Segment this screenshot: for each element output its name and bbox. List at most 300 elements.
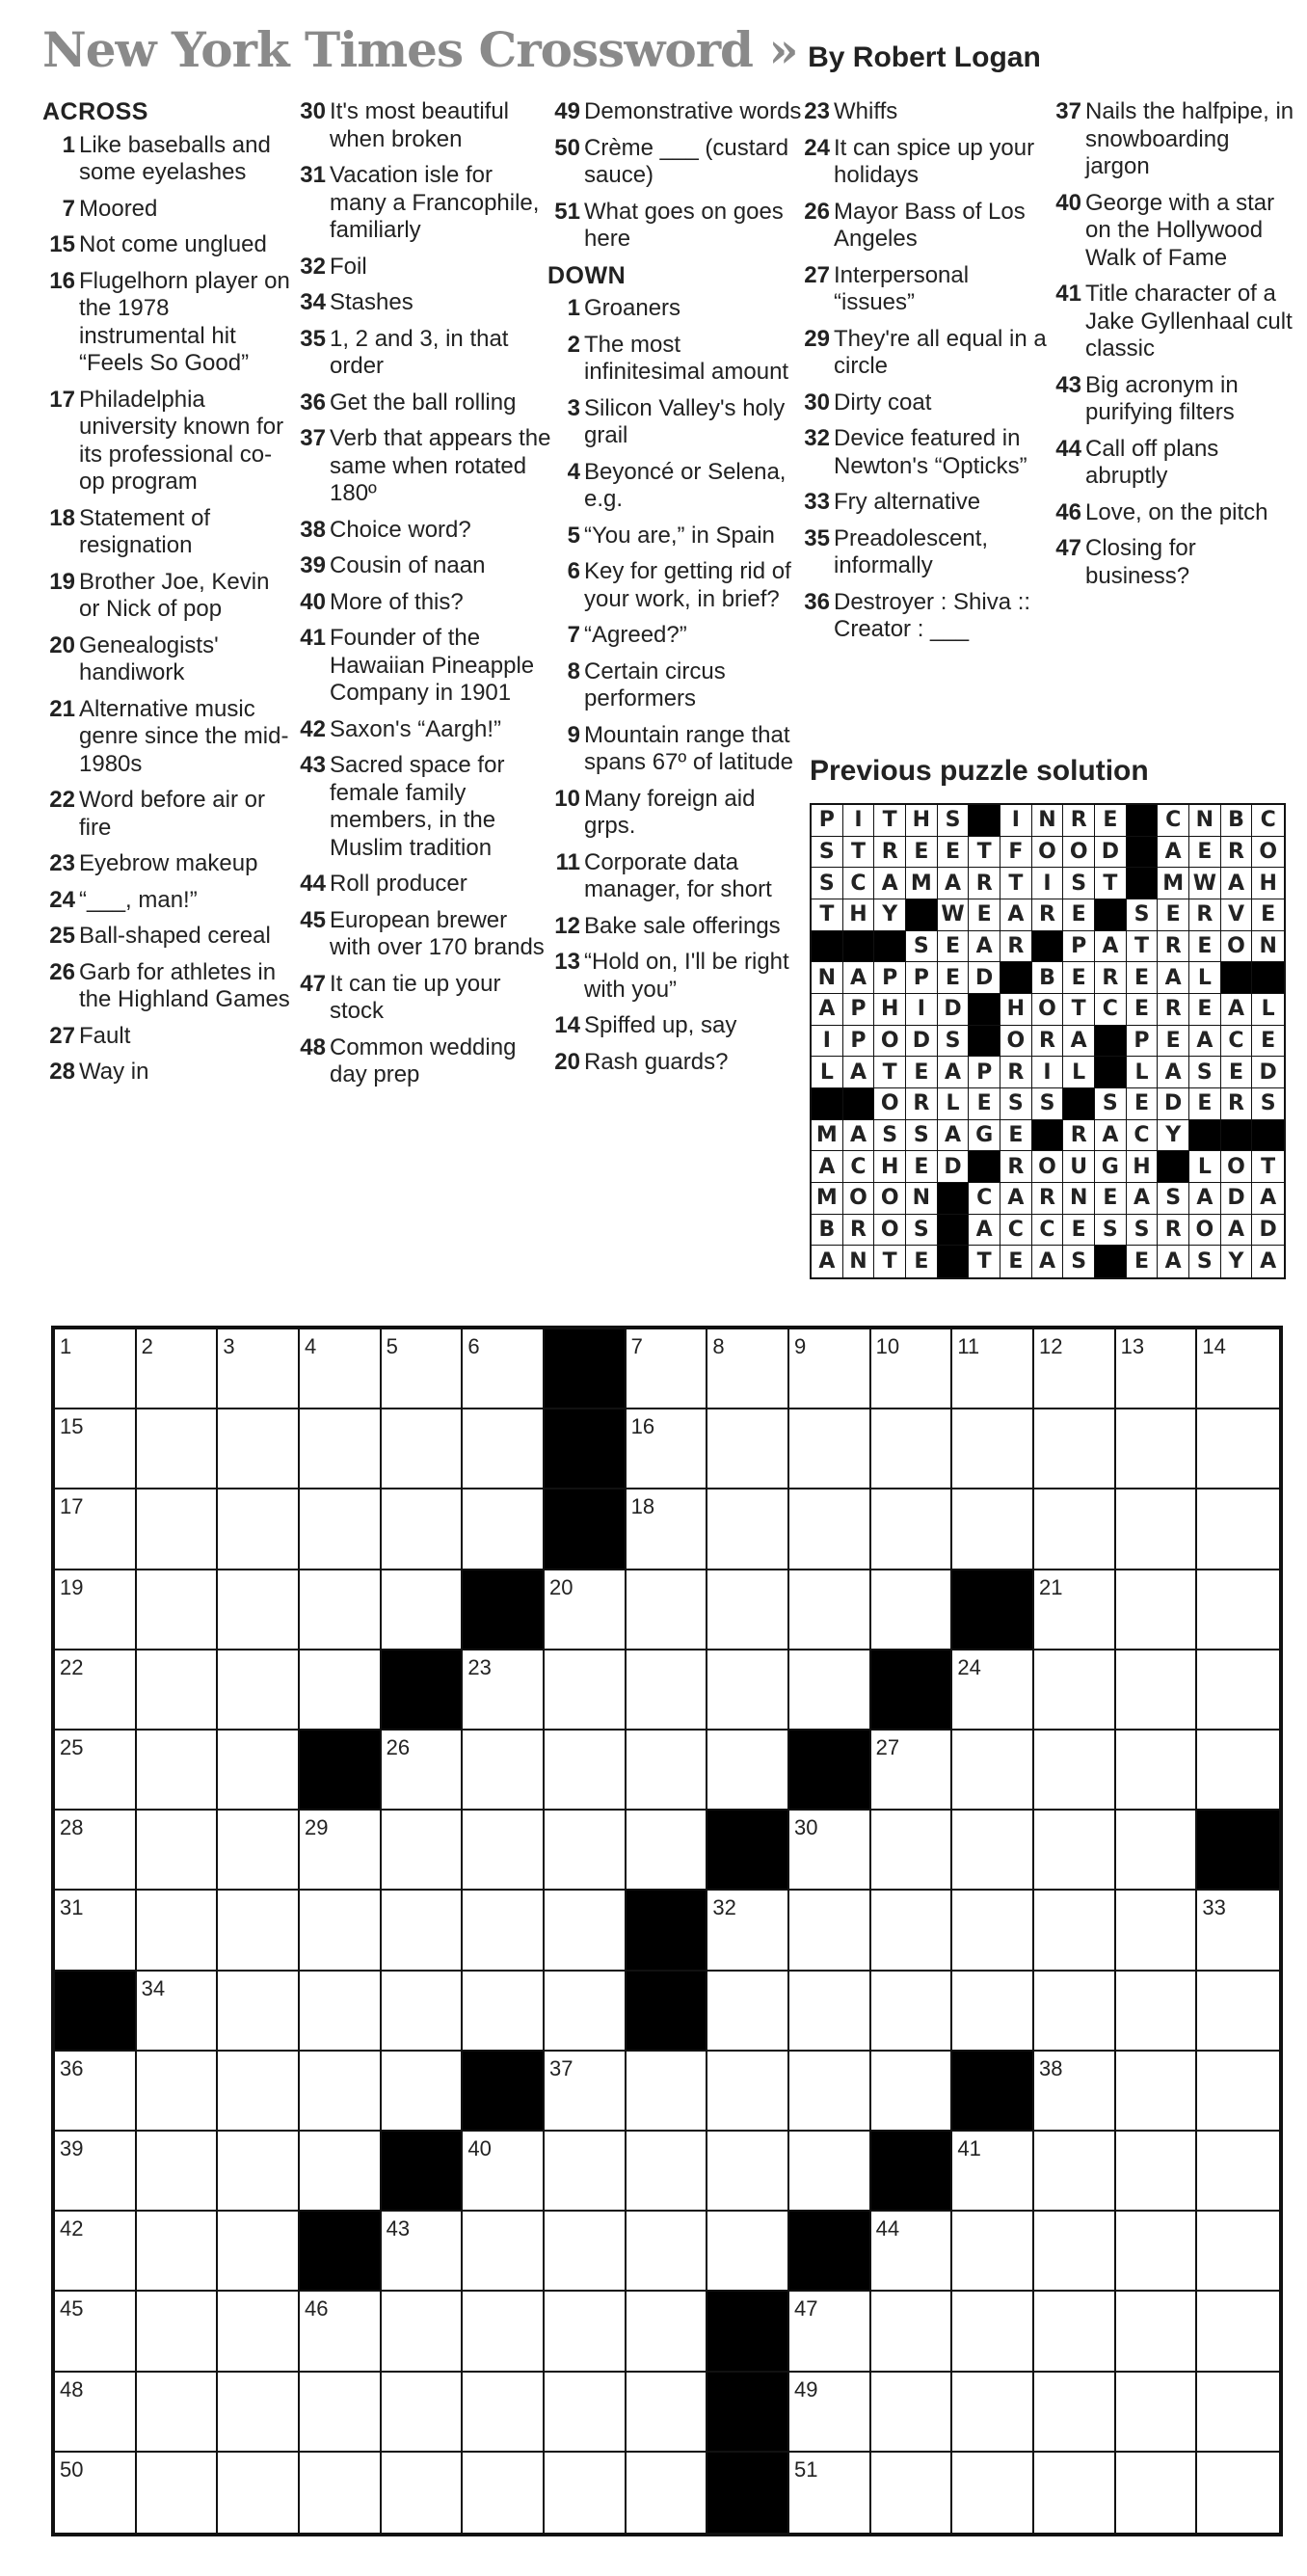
grid-cell[interactable] xyxy=(463,2373,545,2453)
grid-cell[interactable] xyxy=(55,2052,137,2132)
clue-text: Mayor Bass of Los Angeles xyxy=(834,198,1026,252)
grid-cell[interactable] xyxy=(300,1811,382,1891)
grid-cell[interactable] xyxy=(137,1650,219,1731)
solution-cell: A xyxy=(843,1120,875,1152)
grid-cell[interactable] xyxy=(871,1891,953,1971)
grid-cell[interactable] xyxy=(382,1731,464,1811)
clue-number: 11 xyxy=(555,848,580,875)
grid-cell[interactable] xyxy=(218,2453,300,2533)
clue-item[interactable] xyxy=(42,1059,293,1087)
clue-item[interactable] xyxy=(547,722,806,777)
grid-cell[interactable] xyxy=(137,2052,219,2132)
grid-cell[interactable] xyxy=(55,2132,137,2212)
grid-cell[interactable] xyxy=(463,2132,545,2212)
grid-cell[interactable] xyxy=(627,1570,708,1650)
grid-cell[interactable] xyxy=(137,1570,219,1650)
grid-cell[interactable] xyxy=(463,2453,545,2533)
grid-cell[interactable] xyxy=(871,1489,953,1570)
grid-cell[interactable] xyxy=(871,2453,953,2533)
grid-cell[interactable] xyxy=(463,1329,545,1409)
grid-cell[interactable] xyxy=(952,1329,1034,1409)
clue-item[interactable] xyxy=(42,959,293,1014)
clue-item[interactable] xyxy=(547,786,806,841)
clue-item[interactable] xyxy=(1049,190,1299,273)
clue-item[interactable] xyxy=(547,459,806,514)
clue-item[interactable] xyxy=(547,135,806,190)
grid-cell[interactable] xyxy=(1034,1570,1116,1650)
clue-item[interactable] xyxy=(293,907,551,962)
clue-item[interactable] xyxy=(797,425,1048,480)
grid-cell[interactable] xyxy=(1197,1731,1279,1811)
grid-cell[interactable] xyxy=(137,1731,219,1811)
black-square xyxy=(789,1731,871,1811)
clue-text: What goes on goes here xyxy=(584,198,784,252)
black-square xyxy=(382,1650,464,1731)
grid-cell[interactable] xyxy=(871,1409,953,1489)
grid-cell[interactable] xyxy=(1116,1489,1198,1570)
grid-cell[interactable] xyxy=(1197,2453,1279,2533)
grid-cell[interactable] xyxy=(218,1489,300,1570)
clue-item[interactable] xyxy=(547,658,806,713)
clue-item[interactable] xyxy=(293,625,551,708)
grid-cell[interactable] xyxy=(545,1570,627,1650)
grid-cell[interactable] xyxy=(545,2052,627,2132)
grid-cell[interactable] xyxy=(463,2292,545,2372)
grid-cell[interactable] xyxy=(1116,1811,1198,1891)
grid-cell[interactable] xyxy=(1197,1329,1279,1409)
grid-cell[interactable] xyxy=(218,2373,300,2453)
grid-cell[interactable] xyxy=(707,2132,789,2212)
clue-item[interactable] xyxy=(547,1049,806,1077)
clue-item[interactable] xyxy=(1049,98,1299,181)
grid-cell[interactable] xyxy=(871,1811,953,1891)
grid-cell[interactable] xyxy=(218,1329,300,1409)
grid-cell[interactable] xyxy=(137,1891,219,1971)
grid-cell[interactable] xyxy=(1197,1650,1279,1731)
grid-cell[interactable] xyxy=(707,1329,789,1409)
grid-cell[interactable] xyxy=(627,2132,708,2212)
grid-cell[interactable] xyxy=(545,2292,627,2372)
grid-cell[interactable] xyxy=(1197,1570,1279,1650)
grid-cell[interactable] xyxy=(545,1731,627,1811)
clue-item[interactable] xyxy=(1049,436,1299,491)
grid-cell[interactable] xyxy=(300,2373,382,2453)
grid-cell[interactable] xyxy=(545,1650,627,1731)
grid-cell[interactable] xyxy=(545,2212,627,2292)
grid-cell[interactable] xyxy=(1034,1811,1116,1891)
grid-cell[interactable] xyxy=(55,1409,137,1489)
clue-number: 37 xyxy=(300,425,326,451)
grid-cell[interactable] xyxy=(1116,2373,1198,2453)
grid-cell[interactable] xyxy=(952,2453,1034,2533)
clue-item[interactable] xyxy=(797,489,1048,517)
grid-cell[interactable] xyxy=(218,1811,300,1891)
grid-cell[interactable] xyxy=(789,1891,871,1971)
clue-item[interactable] xyxy=(1049,372,1299,427)
grid-cell[interactable] xyxy=(1034,1972,1116,2052)
grid-cell[interactable] xyxy=(952,1891,1034,1971)
grid-cell[interactable] xyxy=(382,1811,464,1891)
grid-cell[interactable] xyxy=(137,2292,219,2372)
grid-cell[interactable] xyxy=(1116,2292,1198,2372)
cell-number: 28 xyxy=(60,1815,84,1840)
solution-cell: T xyxy=(1000,868,1032,899)
grid-cell[interactable] xyxy=(1034,2132,1116,2212)
grid-cell[interactable] xyxy=(218,1650,300,1731)
grid-cell[interactable] xyxy=(1034,2453,1116,2533)
clue-item[interactable] xyxy=(797,389,1048,417)
grid-cell[interactable] xyxy=(382,1489,464,1570)
clue-item[interactable] xyxy=(797,525,1048,580)
grid-cell[interactable] xyxy=(1034,1891,1116,1971)
grid-cell[interactable] xyxy=(789,1570,871,1650)
grid-cell[interactable] xyxy=(137,2132,219,2212)
grid-cell[interactable] xyxy=(1197,2373,1279,2453)
clue-item[interactable] xyxy=(797,98,1048,126)
clue-item[interactable] xyxy=(547,98,806,126)
clue-column-5 xyxy=(1049,98,1299,599)
clue-number: 26 xyxy=(804,198,830,225)
clue-item[interactable] xyxy=(547,395,806,450)
black-square xyxy=(545,1329,627,1409)
clue-item[interactable] xyxy=(1049,281,1299,363)
grid-cell[interactable] xyxy=(55,1650,137,1731)
grid-cell[interactable] xyxy=(1116,1409,1198,1489)
grid-cell[interactable] xyxy=(952,2132,1034,2212)
grid-cell[interactable] xyxy=(627,1409,708,1489)
grid-cell[interactable] xyxy=(707,1489,789,1570)
grid-cell[interactable] xyxy=(300,1650,382,1731)
clue-item[interactable] xyxy=(547,199,806,254)
grid-cell[interactable] xyxy=(707,1570,789,1650)
clue-item[interactable] xyxy=(293,752,551,862)
grid-cell[interactable] xyxy=(789,1811,871,1891)
clue-item[interactable] xyxy=(293,517,551,545)
grid-cell[interactable] xyxy=(1197,1972,1279,2052)
grid-cell[interactable] xyxy=(382,2052,464,2132)
grid-cell[interactable] xyxy=(1116,2212,1198,2292)
grid-cell[interactable] xyxy=(1034,1329,1116,1409)
grid-cell[interactable] xyxy=(382,2292,464,2372)
grid-cell[interactable] xyxy=(137,1329,219,1409)
clue-item[interactable] xyxy=(797,199,1048,254)
grid-cell[interactable] xyxy=(871,1972,953,2052)
grid-cell[interactable] xyxy=(1197,2052,1279,2132)
clue-item[interactable] xyxy=(547,332,806,387)
grid-cell[interactable] xyxy=(55,2212,137,2292)
clue-item[interactable] xyxy=(42,787,293,842)
grid-cell[interactable] xyxy=(952,1409,1034,1489)
grid-cell[interactable] xyxy=(1116,2052,1198,2132)
grid-cell[interactable] xyxy=(707,1972,789,2052)
grid-cell[interactable] xyxy=(952,2373,1034,2453)
grid-cell[interactable] xyxy=(627,1489,708,1570)
grid-cell[interactable] xyxy=(137,1409,219,1489)
grid-cell[interactable] xyxy=(55,1489,137,1570)
grid-cell[interactable] xyxy=(789,2052,871,2132)
grid-cell[interactable] xyxy=(55,2292,137,2372)
grid-cell[interactable] xyxy=(1116,2132,1198,2212)
clue-item[interactable] xyxy=(293,1034,551,1089)
clue-item[interactable] xyxy=(42,569,293,624)
grid-cell[interactable] xyxy=(627,2052,708,2132)
grid-cell[interactable] xyxy=(545,2132,627,2212)
grid-cell[interactable] xyxy=(627,2212,708,2292)
grid-cell[interactable] xyxy=(300,1409,382,1489)
clue-item[interactable] xyxy=(547,523,806,550)
cell-number: 31 xyxy=(60,1895,84,1920)
grid-cell[interactable] xyxy=(871,2292,953,2372)
clue-item[interactable] xyxy=(293,871,551,899)
clue-item[interactable] xyxy=(42,132,293,187)
clue-item[interactable] xyxy=(293,162,551,245)
grid-cell[interactable] xyxy=(789,1489,871,1570)
grid-cell[interactable] xyxy=(545,2453,627,2533)
clue-item[interactable] xyxy=(1049,499,1299,527)
grid-cell[interactable] xyxy=(952,1731,1034,1811)
grid-cell[interactable] xyxy=(382,1409,464,1489)
grid-cell[interactable] xyxy=(382,2453,464,2533)
grid-cell[interactable] xyxy=(300,1891,382,1971)
grid-cell[interactable] xyxy=(300,1329,382,1409)
grid-cell[interactable] xyxy=(1116,1891,1198,1971)
clue-item[interactable] xyxy=(42,1023,293,1051)
grid-cell[interactable] xyxy=(55,2373,137,2453)
clue-item[interactable] xyxy=(293,326,551,381)
grid-cell[interactable] xyxy=(300,2052,382,2132)
grid-cell[interactable] xyxy=(1034,2373,1116,2453)
puzzle-title[interactable]: New York Times Crossword » xyxy=(42,21,798,78)
solution-cell: L xyxy=(1127,1057,1159,1088)
grid-cell[interactable] xyxy=(789,1409,871,1489)
grid-cell[interactable] xyxy=(1197,1489,1279,1570)
grid-cell[interactable] xyxy=(137,1972,219,2052)
grid-cell[interactable] xyxy=(463,1731,545,1811)
clue-item[interactable] xyxy=(42,268,293,378)
grid-cell[interactable] xyxy=(1034,1650,1116,1731)
clue-item[interactable] xyxy=(547,949,806,1004)
grid-cell[interactable] xyxy=(789,1329,871,1409)
clue-item[interactable] xyxy=(293,389,551,417)
clue-item[interactable] xyxy=(547,849,806,904)
grid-cell[interactable] xyxy=(627,2292,708,2372)
grid-cell[interactable] xyxy=(707,1731,789,1811)
clue-item[interactable] xyxy=(293,289,551,317)
clue-number: 35 xyxy=(804,524,830,551)
solution-cell: S xyxy=(1032,1088,1064,1120)
solution-cell: T xyxy=(874,1057,906,1088)
grid-cell[interactable] xyxy=(55,2453,137,2533)
grid-cell[interactable] xyxy=(1116,1329,1198,1409)
grid-cell[interactable] xyxy=(300,2132,382,2212)
grid-cell[interactable] xyxy=(627,1731,708,1811)
solution-cell: M xyxy=(812,1183,843,1215)
grid-cell[interactable] xyxy=(463,1489,545,1570)
clue-item[interactable] xyxy=(797,326,1048,381)
grid-cell[interactable] xyxy=(1116,2453,1198,2533)
grid-cell[interactable] xyxy=(463,1650,545,1731)
grid-cell[interactable] xyxy=(300,2292,382,2372)
grid-cell[interactable] xyxy=(218,2292,300,2372)
clue-text: Like baseballs and some eyelashes xyxy=(79,131,271,185)
grid-cell[interactable] xyxy=(871,1329,953,1409)
grid-cell[interactable] xyxy=(1116,1731,1198,1811)
grid-cell[interactable] xyxy=(55,1570,137,1650)
grid-cell[interactable] xyxy=(707,1409,789,1489)
grid-cell[interactable] xyxy=(789,2373,871,2453)
grid-cell[interactable] xyxy=(789,2132,871,2212)
grid-cell[interactable] xyxy=(871,2052,953,2132)
grid-cell[interactable] xyxy=(218,2132,300,2212)
clue-number: 10 xyxy=(554,785,580,812)
grid-cell[interactable] xyxy=(627,1650,708,1731)
grid-cell[interactable] xyxy=(952,1489,1034,1570)
grid-cell[interactable] xyxy=(707,1650,789,1731)
clue-item[interactable] xyxy=(293,716,551,744)
grid-cell[interactable] xyxy=(1034,1489,1116,1570)
solution-cell: A xyxy=(1158,837,1189,869)
clue-item[interactable] xyxy=(42,696,293,779)
clue-item[interactable] xyxy=(42,387,293,496)
grid-cell[interactable] xyxy=(1116,1972,1198,2052)
grid-cell[interactable] xyxy=(463,1409,545,1489)
grid-cell[interactable] xyxy=(300,2453,382,2533)
clue-item[interactable] xyxy=(293,254,551,282)
clue-item[interactable] xyxy=(547,913,806,941)
grid-cell[interactable] xyxy=(300,1570,382,1650)
grid-cell[interactable] xyxy=(952,1811,1034,1891)
clue-item[interactable] xyxy=(42,923,293,951)
clue-item[interactable] xyxy=(797,262,1048,317)
grid-cell[interactable] xyxy=(55,1891,137,1971)
grid-cell[interactable] xyxy=(627,2453,708,2533)
clue-item[interactable] xyxy=(293,425,551,508)
grid-cell[interactable] xyxy=(382,1891,464,1971)
grid-cell[interactable] xyxy=(55,1329,137,1409)
grid-cell[interactable] xyxy=(1034,1731,1116,1811)
solution-cell: D xyxy=(938,1151,970,1183)
grid-cell[interactable] xyxy=(871,2212,953,2292)
solution-cell: A xyxy=(1221,994,1253,1026)
grid-cell[interactable] xyxy=(1197,1891,1279,1971)
grid-cell[interactable] xyxy=(137,2453,219,2533)
grid-cell[interactable] xyxy=(218,1891,300,1971)
clue-item[interactable] xyxy=(293,98,551,153)
clue-item[interactable] xyxy=(293,971,551,1026)
grid-cell[interactable] xyxy=(952,1972,1034,2052)
grid-cell[interactable] xyxy=(1034,2292,1116,2372)
clue-item[interactable] xyxy=(42,196,293,224)
solution-black-cell xyxy=(969,994,1000,1026)
grid-cell[interactable] xyxy=(218,1409,300,1489)
cell-number: 34 xyxy=(141,1975,166,2000)
grid-cell[interactable] xyxy=(545,1972,627,2052)
grid-cell[interactable] xyxy=(952,2292,1034,2372)
grid-cell[interactable] xyxy=(1197,1409,1279,1489)
grid-cell[interactable] xyxy=(952,2212,1034,2292)
clue-item[interactable] xyxy=(547,295,806,323)
grid-cell[interactable] xyxy=(1116,1650,1198,1731)
grid-cell[interactable] xyxy=(1116,1570,1198,1650)
grid-cell[interactable] xyxy=(952,1650,1034,1731)
clue-item[interactable] xyxy=(797,135,1048,190)
grid-cell[interactable] xyxy=(463,2212,545,2292)
clue-item[interactable] xyxy=(42,887,293,915)
grid-cell[interactable] xyxy=(1197,2212,1279,2292)
clue-item[interactable] xyxy=(42,231,293,259)
grid-cell[interactable] xyxy=(871,1731,953,1811)
clue-item[interactable] xyxy=(293,589,551,617)
grid-cell[interactable] xyxy=(218,2052,300,2132)
grid-cell[interactable] xyxy=(545,1811,627,1891)
grid-cell[interactable] xyxy=(789,1650,871,1731)
grid-cell[interactable] xyxy=(1197,2292,1279,2372)
grid-cell[interactable] xyxy=(627,1329,708,1409)
grid-cell[interactable] xyxy=(218,1731,300,1811)
grid-cell[interactable] xyxy=(707,2052,789,2132)
grid-cell[interactable] xyxy=(627,1811,708,1891)
grid-cell[interactable] xyxy=(789,1972,871,2052)
clue-number: 47 xyxy=(1055,535,1081,561)
grid-cell[interactable] xyxy=(300,1972,382,2052)
clue-item[interactable] xyxy=(1049,535,1299,590)
cell-number: 42 xyxy=(60,2216,84,2241)
grid-cell[interactable] xyxy=(137,1489,219,1570)
clue-item[interactable] xyxy=(547,622,806,650)
grid-cell[interactable] xyxy=(545,2373,627,2453)
grid-cell[interactable] xyxy=(871,2373,953,2453)
clue-item[interactable] xyxy=(42,850,293,878)
grid-cell[interactable] xyxy=(1034,2052,1116,2132)
grid-cell[interactable] xyxy=(137,1811,219,1891)
grid-cell[interactable] xyxy=(871,1570,953,1650)
grid-cell[interactable] xyxy=(463,1811,545,1891)
grid-cell[interactable] xyxy=(218,1570,300,1650)
clue-item[interactable] xyxy=(547,558,806,613)
clue-text: Verb that appears the same when rotated 180º xyxy=(330,425,551,506)
grid-cell[interactable] xyxy=(1197,2132,1279,2212)
clue-item[interactable] xyxy=(547,1012,806,1040)
clue-number: 27 xyxy=(804,261,830,288)
grid-cell[interactable] xyxy=(789,2453,871,2533)
clue-item[interactable] xyxy=(42,505,293,560)
grid-cell[interactable] xyxy=(463,1972,545,2052)
clue-item[interactable] xyxy=(293,552,551,580)
grid-cell[interactable] xyxy=(382,1329,464,1409)
grid-cell[interactable] xyxy=(218,1972,300,2052)
grid-cell[interactable] xyxy=(463,1891,545,1971)
grid-cell[interactable] xyxy=(382,2212,464,2292)
grid-cell[interactable] xyxy=(382,2373,464,2453)
clue-item[interactable] xyxy=(42,632,293,687)
grid-cell[interactable] xyxy=(627,2373,708,2453)
grid-cell[interactable] xyxy=(789,2292,871,2372)
grid-cell[interactable] xyxy=(545,1891,627,1971)
grid-cell[interactable] xyxy=(218,2212,300,2292)
clue-item[interactable] xyxy=(797,589,1048,644)
grid-cell[interactable] xyxy=(55,1811,137,1891)
grid-cell[interactable] xyxy=(707,1891,789,1971)
grid-cell[interactable] xyxy=(382,1570,464,1650)
grid-cell[interactable] xyxy=(1034,1409,1116,1489)
grid-cell[interactable] xyxy=(707,2212,789,2292)
grid-cell[interactable] xyxy=(55,1731,137,1811)
grid-cell[interactable] xyxy=(137,2373,219,2453)
grid-cell[interactable] xyxy=(300,1489,382,1570)
grid-cell[interactable] xyxy=(382,1972,464,2052)
grid-cell[interactable] xyxy=(137,2212,219,2292)
grid-cell[interactable] xyxy=(1034,2212,1116,2292)
